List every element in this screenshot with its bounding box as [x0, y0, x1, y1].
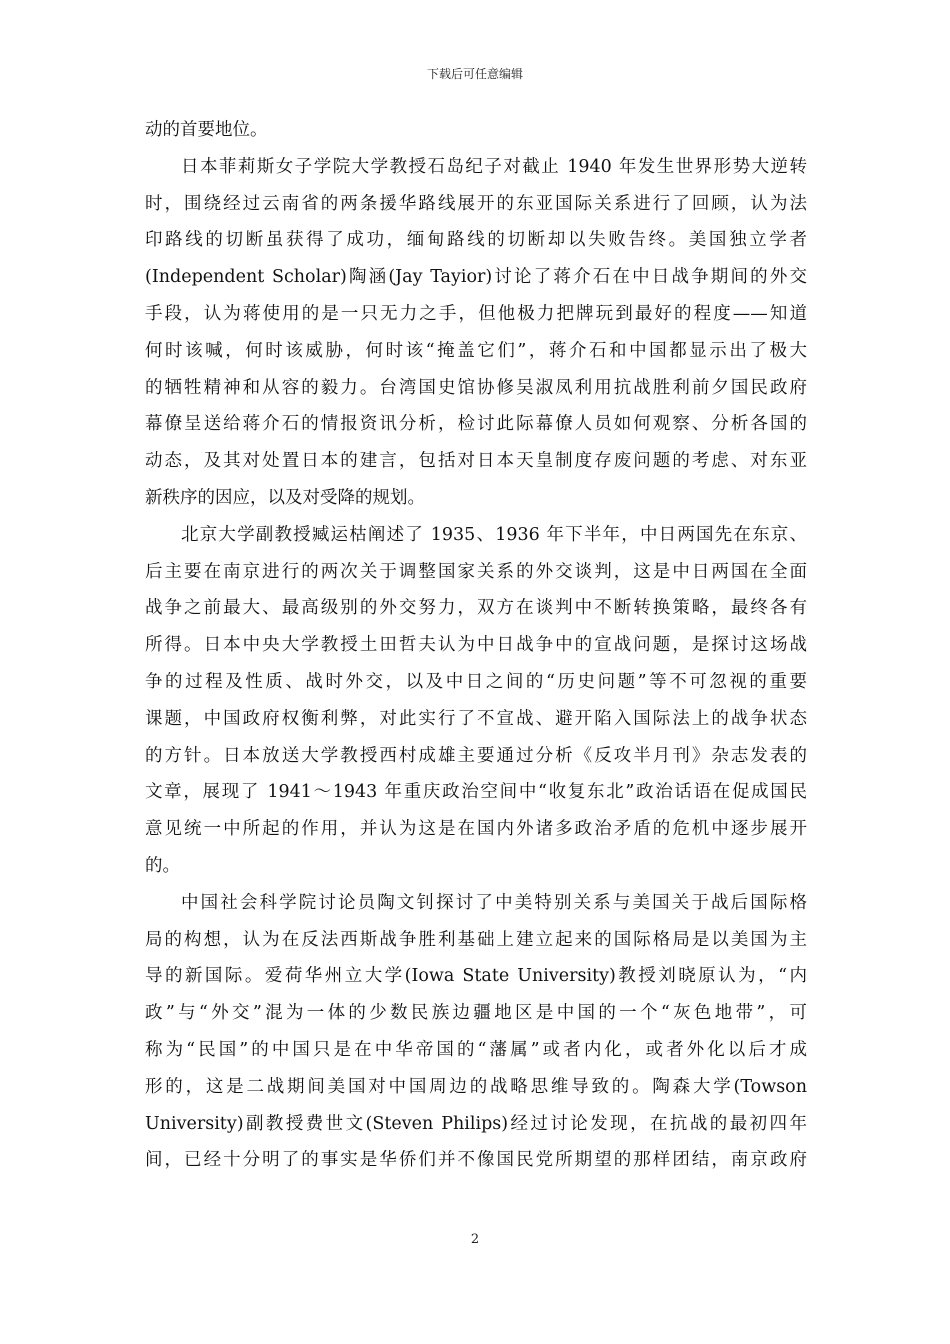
text-line: 意见统一中所起的作用，并认为这是在国内外诸多政治矛盾的危机中逐步展开	[145, 819, 807, 840]
text-line: 争的过程及性质、战时外交，以及中日之间的“历史问题”等不可忽视的重要	[145, 671, 807, 692]
text-line: 形的，这是二战期间美国对中国周边的战略思维导致的。陶森大学(Towson	[145, 1076, 807, 1097]
text-line: (Independent Scholar)陶涵(Jay Tayior)讨论了蒋介石在中日战争期间的外交	[145, 267, 807, 288]
text-line: 战争之前最大、最高级别的外交努力，双方在谈判中不断转换策略，最终各有	[145, 598, 807, 619]
text-line: 的。	[145, 855, 180, 876]
page-header: 下载后可任意编辑	[426, 67, 523, 81]
paragraph	[145, 112, 807, 149]
text-line: 后主要在南京进行的两次关于调整国家关系的外交谈判，这是中日两国在全面	[145, 561, 807, 582]
text-line: 时，围绕经过云南省的两条援华路线展开的东亚国际关系进行了回顾，认为法	[145, 193, 807, 214]
text-line: 课题，中国政府权衡利弊，对此实行了不宣战、避开陷入国际法上的战争状态	[145, 708, 807, 729]
text-line: 动的首要地位。	[145, 120, 268, 140]
paragraph	[145, 885, 807, 1179]
text-line: 局的构想，认为在反法西斯战争胜利基础上建立起来的国际格局是以美国为主	[145, 929, 807, 950]
paragraph	[145, 517, 807, 885]
page-number: 2	[470, 1232, 480, 1247]
text-line: 动态，及其对处置日本的建言，包括对日本天皇制度存废问题的考虑、对东亚	[145, 451, 807, 472]
text-line: 的牺牲精神和从容的毅力。台湾国史馆协修吴淑凤利用抗战胜利前夕国民政府	[145, 377, 807, 398]
text-line: 印路线的切断虽获得了成功，缅甸路线的切断却以失败告终。美国独立学者	[145, 230, 807, 251]
text-line: 何时该喊，何时该威胁，何时该“掩盖它们”，蒋介石和中国都显示出了极大	[145, 340, 807, 361]
text-line: 所得。日本中央大学教授土田哲夫认为中日战争中的宣战问题，是探讨这场战	[145, 635, 807, 656]
text-line: 新秩序的因应，以及对受降的规划。	[145, 487, 425, 508]
text-line: 北京大学副教授臧运枯阐述了 1935、1936 年下半年，中日两国先在东京、	[181, 524, 807, 545]
text-line: 中国社会科学院讨论员陶文钊探讨了中美特别关系与美国关于战后国际格	[181, 892, 807, 913]
text-line: 称为“民国”的中国只是在中华帝国的“藩属”或者内化，或者外化以后才成	[145, 1039, 807, 1060]
text-line: 幕僚呈送给蒋介石的情报资讯分析，检讨此际幕僚人员如何观察、分析各国的	[145, 414, 807, 435]
paragraph	[145, 149, 807, 517]
text-line: 间，已经十分明了的事实是华侨们并不像国民党所期望的那样团结，南京政府	[145, 1150, 807, 1171]
text-line: 导的新国际。爱荷华州立大学(Iowa State University)教授刘晓原认为，“内	[145, 966, 807, 987]
text-line: 日本菲莉斯女子学院大学教授石岛纪子对截止 1940 年发生世界形势大逆转	[181, 156, 807, 177]
text-line: 手段，认为蒋使用的是一只无力之手，但他极力把牌玩到最好的程度——知道	[145, 303, 807, 324]
document-body	[145, 112, 807, 1179]
text-line: 文章，展现了 1941～1943 年重庆政治空间中“收复东北”政治话语在促成国民	[145, 782, 807, 803]
text-line: 政”与“外交”混为一体的少数民族边疆地区是中国的一个“灰色地带”，可	[145, 1003, 807, 1024]
text-line: 的方针。日本放送大学教授西村成雄主要通过分析《反攻半月刊》杂志发表的	[145, 745, 807, 766]
text-line: University)副教授费世文(Steven Philips)经过讨论发现，在抗战的最初四年	[145, 1113, 807, 1134]
